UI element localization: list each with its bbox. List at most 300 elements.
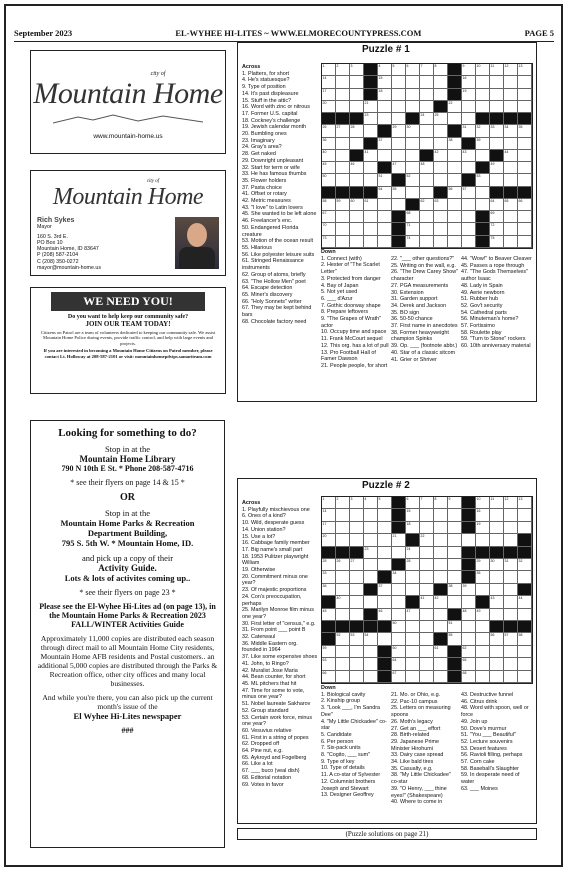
grid-cell[interactable] — [462, 621, 476, 633]
grid-cell[interactable] — [504, 497, 518, 509]
grid-cell[interactable] — [406, 559, 420, 571]
grid-cell[interactable] — [406, 633, 420, 645]
grid-cell[interactable] — [364, 571, 378, 583]
grid-cell[interactable] — [420, 584, 434, 596]
grid-cell[interactable] — [392, 187, 406, 199]
grid-cell[interactable] — [434, 658, 448, 670]
grid-cell[interactable] — [392, 101, 406, 113]
grid-cell[interactable] — [406, 138, 420, 150]
grid-cell[interactable] — [518, 509, 532, 521]
grid-cell[interactable] — [518, 633, 532, 645]
grid-cell[interactable] — [434, 497, 448, 509]
grid-cell[interactable] — [462, 125, 476, 137]
grid-cell[interactable] — [406, 509, 420, 521]
grid-cell[interactable] — [364, 633, 378, 645]
grid-cell[interactable] — [490, 162, 504, 174]
grid-cell[interactable] — [420, 125, 434, 137]
grid-cell[interactable] — [504, 596, 518, 608]
grid-cell[interactable] — [434, 646, 448, 658]
grid-cell[interactable] — [336, 522, 350, 534]
grid-cell[interactable] — [504, 162, 518, 174]
grid-cell[interactable] — [392, 658, 406, 670]
grid-cell[interactable] — [434, 64, 448, 76]
grid-cell[interactable] — [364, 658, 378, 670]
grid-cell[interactable] — [476, 174, 490, 186]
grid-cell[interactable] — [350, 596, 364, 608]
grid-cell[interactable] — [378, 187, 392, 199]
grid-cell[interactable] — [364, 223, 378, 235]
grid-cell[interactable] — [350, 633, 364, 645]
grid-cell[interactable] — [504, 236, 518, 248]
ad-url[interactable]: www.mountain-home.us — [93, 133, 163, 140]
grid-cell[interactable] — [476, 646, 490, 658]
grid-cell[interactable] — [336, 559, 350, 571]
grid-cell[interactable] — [322, 509, 336, 521]
grid-cell[interactable] — [434, 125, 448, 137]
grid-cell[interactable] — [518, 596, 532, 608]
grid-cell[interactable] — [434, 162, 448, 174]
grid-cell[interactable] — [434, 138, 448, 150]
grid-cell[interactable] — [420, 199, 434, 211]
grid-cell[interactable] — [518, 76, 532, 88]
grid-cell[interactable] — [364, 559, 378, 571]
grid-cell[interactable] — [322, 64, 336, 76]
grid-cell[interactable] — [406, 584, 420, 596]
grid-cell[interactable] — [406, 497, 420, 509]
grid-cell[interactable] — [378, 633, 392, 645]
grid-cell[interactable] — [364, 174, 378, 186]
grid-cell[interactable] — [364, 509, 378, 521]
grid-cell[interactable] — [378, 497, 392, 509]
grid-cell[interactable] — [378, 596, 392, 608]
grid-cell[interactable] — [504, 534, 518, 546]
grid-cell[interactable] — [420, 223, 434, 235]
grid-cell[interactable] — [406, 64, 420, 76]
grid-cell[interactable] — [322, 150, 336, 162]
grid-cell[interactable] — [420, 609, 434, 621]
grid-cell[interactable] — [504, 671, 518, 683]
grid-cell[interactable] — [518, 101, 532, 113]
grid-cell[interactable] — [350, 174, 364, 186]
grid-cell[interactable] — [392, 64, 406, 76]
grid-cell[interactable] — [490, 671, 504, 683]
grid-cell[interactable] — [322, 658, 336, 670]
grid-cell[interactable] — [504, 658, 518, 670]
grid-cell[interactable] — [350, 211, 364, 223]
grid-cell[interactable] — [462, 150, 476, 162]
grid-cell[interactable] — [406, 125, 420, 137]
grid-cell[interactable] — [364, 101, 378, 113]
grid-cell[interactable] — [364, 199, 378, 211]
grid-cell[interactable] — [490, 89, 504, 101]
grid-cell[interactable] — [476, 125, 490, 137]
grid-cell[interactable] — [476, 199, 490, 211]
grid-cell[interactable] — [476, 76, 490, 88]
grid-cell[interactable] — [476, 534, 490, 546]
grid-cell[interactable] — [420, 64, 434, 76]
grid-cell[interactable] — [378, 547, 392, 559]
grid-cell[interactable] — [364, 113, 378, 125]
grid-cell[interactable] — [336, 125, 350, 137]
grid-cell[interactable] — [378, 223, 392, 235]
grid-cell[interactable] — [518, 559, 532, 571]
grid-cell[interactable] — [350, 509, 364, 521]
grid-cell[interactable] — [504, 211, 518, 223]
grid-cell[interactable] — [364, 236, 378, 248]
grid-cell[interactable] — [350, 223, 364, 235]
grid-cell[interactable] — [364, 211, 378, 223]
grid-cell[interactable] — [518, 150, 532, 162]
grid-cell[interactable] — [336, 571, 350, 583]
grid-cell[interactable] — [462, 584, 476, 596]
grid-cell[interactable] — [518, 223, 532, 235]
grid-cell[interactable] — [350, 658, 364, 670]
grid-cell[interactable] — [350, 236, 364, 248]
grid-cell[interactable] — [462, 199, 476, 211]
grid-cell[interactable] — [350, 497, 364, 509]
grid-cell[interactable] — [392, 646, 406, 658]
grid-cell[interactable] — [350, 162, 364, 174]
grid-cell[interactable] — [490, 596, 504, 608]
grid-cell[interactable] — [364, 596, 378, 608]
grid-cell[interactable] — [350, 559, 364, 571]
grid-cell[interactable] — [518, 236, 532, 248]
grid-cell[interactable] — [350, 534, 364, 546]
grid-cell[interactable] — [420, 497, 434, 509]
grid-cell[interactable] — [420, 211, 434, 223]
grid-cell[interactable] — [350, 199, 364, 211]
grid-cell[interactable] — [378, 559, 392, 571]
grid-cell[interactable] — [476, 522, 490, 534]
grid-cell[interactable] — [420, 236, 434, 248]
grid-cell[interactable] — [448, 150, 462, 162]
grid-cell[interactable] — [336, 174, 350, 186]
grid-cell[interactable] — [434, 236, 448, 248]
grid-cell[interactable] — [462, 101, 476, 113]
grid-cell[interactable] — [364, 522, 378, 534]
grid-cell[interactable] — [448, 509, 462, 521]
grid-cell[interactable] — [448, 547, 462, 559]
grid-cell[interactable] — [392, 584, 406, 596]
grid-cell[interactable] — [378, 609, 392, 621]
grid-cell[interactable] — [448, 113, 462, 125]
grid-cell[interactable] — [448, 162, 462, 174]
grid-cell[interactable] — [420, 571, 434, 583]
grid-cell[interactable] — [518, 64, 532, 76]
grid-cell[interactable] — [476, 509, 490, 521]
grid-cell[interactable] — [322, 646, 336, 658]
grid-cell[interactable] — [420, 76, 434, 88]
grid-cell[interactable] — [336, 609, 350, 621]
grid-cell[interactable] — [322, 125, 336, 137]
grid-cell[interactable] — [462, 596, 476, 608]
grid-cell[interactable] — [518, 125, 532, 137]
grid-cell[interactable] — [392, 150, 406, 162]
grid-cell[interactable] — [350, 522, 364, 534]
grid-cell[interactable] — [350, 125, 364, 137]
grid-cell[interactable] — [476, 64, 490, 76]
grid-cell[interactable] — [504, 646, 518, 658]
grid-cell[interactable] — [448, 199, 462, 211]
grid-cell[interactable] — [392, 621, 406, 633]
puzzle-2-grid[interactable] — [321, 496, 533, 684]
grid-cell[interactable] — [322, 211, 336, 223]
grid-cell[interactable] — [448, 211, 462, 223]
grid-cell[interactable] — [322, 236, 336, 248]
grid-cell[interactable] — [322, 571, 336, 583]
grid-cell[interactable] — [392, 125, 406, 137]
grid-cell[interactable] — [462, 64, 476, 76]
grid-cell[interactable] — [406, 646, 420, 658]
grid-cell[interactable] — [448, 596, 462, 608]
grid-cell[interactable] — [518, 162, 532, 174]
grid-cell[interactable] — [336, 89, 350, 101]
grid-cell[interactable] — [406, 76, 420, 88]
grid-cell[interactable] — [364, 125, 378, 137]
grid-cell[interactable] — [378, 64, 392, 76]
grid-cell[interactable] — [350, 646, 364, 658]
grid-cell[interactable] — [504, 150, 518, 162]
grid-cell[interactable] — [322, 534, 336, 546]
grid-cell[interactable] — [504, 509, 518, 521]
grid-cell[interactable] — [490, 658, 504, 670]
grid-cell[interactable] — [476, 621, 490, 633]
grid-cell[interactable] — [336, 646, 350, 658]
grid-cell[interactable] — [490, 174, 504, 186]
grid-cell[interactable] — [420, 633, 434, 645]
grid-cell[interactable] — [504, 89, 518, 101]
grid-cell[interactable] — [476, 89, 490, 101]
grid-cell[interactable] — [476, 584, 490, 596]
grid-cell[interactable] — [378, 113, 392, 125]
grid-cell[interactable] — [392, 89, 406, 101]
grid-cell[interactable] — [336, 64, 350, 76]
grid-cell[interactable] — [336, 223, 350, 235]
grid-cell[interactable] — [434, 76, 448, 88]
grid-cell[interactable] — [462, 671, 476, 683]
grid-cell[interactable] — [322, 101, 336, 113]
grid-cell[interactable] — [336, 584, 350, 596]
grid-cell[interactable] — [350, 609, 364, 621]
grid-cell[interactable] — [434, 671, 448, 683]
grid-cell[interactable] — [364, 150, 378, 162]
grid-cell[interactable] — [434, 534, 448, 546]
grid-cell[interactable] — [490, 559, 504, 571]
grid-cell[interactable] — [504, 174, 518, 186]
grid-cell[interactable] — [406, 101, 420, 113]
grid-cell[interactable] — [420, 596, 434, 608]
grid-cell[interactable] — [490, 223, 504, 235]
grid-cell[interactable] — [448, 101, 462, 113]
grid-cell[interactable] — [476, 150, 490, 162]
grid-cell[interactable] — [392, 609, 406, 621]
grid-cell[interactable] — [476, 138, 490, 150]
grid-cell[interactable] — [420, 559, 434, 571]
grid-cell[interactable] — [406, 522, 420, 534]
grid-cell[interactable] — [462, 162, 476, 174]
grid-cell[interactable] — [462, 236, 476, 248]
grid-cell[interactable] — [350, 571, 364, 583]
grid-cell[interactable] — [448, 174, 462, 186]
grid-cell[interactable] — [350, 76, 364, 88]
grid-cell[interactable] — [420, 534, 434, 546]
grid-cell[interactable] — [378, 174, 392, 186]
grid-cell[interactable] — [392, 113, 406, 125]
grid-cell[interactable] — [518, 138, 532, 150]
grid-cell[interactable] — [490, 199, 504, 211]
grid-cell[interactable] — [476, 571, 490, 583]
grid-cell[interactable] — [518, 571, 532, 583]
grid-cell[interactable] — [336, 596, 350, 608]
grid-cell[interactable] — [476, 609, 490, 621]
grid-cell[interactable] — [490, 633, 504, 645]
grid-cell[interactable] — [420, 522, 434, 534]
grid-cell[interactable] — [476, 187, 490, 199]
grid-cell[interactable] — [462, 646, 476, 658]
grid-cell[interactable] — [322, 522, 336, 534]
grid-cell[interactable] — [322, 89, 336, 101]
grid-cell[interactable] — [490, 76, 504, 88]
grid-cell[interactable] — [378, 534, 392, 546]
grid-cell[interactable] — [434, 150, 448, 162]
grid-cell[interactable] — [448, 621, 462, 633]
grid-cell[interactable] — [476, 101, 490, 113]
grid-cell[interactable] — [490, 646, 504, 658]
grid-cell[interactable] — [336, 138, 350, 150]
grid-cell[interactable] — [392, 671, 406, 683]
grid-cell[interactable] — [518, 174, 532, 186]
grid-cell[interactable] — [462, 609, 476, 621]
grid-cell[interactable] — [364, 162, 378, 174]
grid-cell[interactable] — [378, 76, 392, 88]
grid-cell[interactable] — [518, 497, 532, 509]
grid-cell[interactable] — [364, 534, 378, 546]
grid-cell[interactable] — [462, 113, 476, 125]
grid-cell[interactable] — [406, 150, 420, 162]
grid-cell[interactable] — [392, 633, 406, 645]
grid-cell[interactable] — [448, 497, 462, 509]
grid-cell[interactable] — [336, 101, 350, 113]
grid-cell[interactable] — [504, 223, 518, 235]
grid-cell[interactable] — [420, 646, 434, 658]
grid-cell[interactable] — [434, 174, 448, 186]
grid-cell[interactable] — [322, 497, 336, 509]
grid-cell[interactable] — [434, 113, 448, 125]
grid-cell[interactable] — [448, 559, 462, 571]
grid-cell[interactable] — [490, 609, 504, 621]
grid-cell[interactable] — [392, 162, 406, 174]
grid-cell[interactable] — [350, 64, 364, 76]
grid-cell[interactable] — [462, 223, 476, 235]
grid-cell[interactable] — [336, 150, 350, 162]
grid-cell[interactable] — [364, 497, 378, 509]
grid-cell[interactable] — [336, 236, 350, 248]
grid-cell[interactable] — [336, 497, 350, 509]
grid-cell[interactable] — [434, 89, 448, 101]
grid-cell[interactable] — [434, 621, 448, 633]
grid-cell[interactable] — [490, 584, 504, 596]
grid-cell[interactable] — [490, 64, 504, 76]
grid-cell[interactable] — [322, 609, 336, 621]
grid-cell[interactable] — [336, 199, 350, 211]
grid-cell[interactable] — [448, 534, 462, 546]
grid-cell[interactable] — [336, 658, 350, 670]
grid-cell[interactable] — [434, 547, 448, 559]
grid-cell[interactable] — [406, 547, 420, 559]
grid-cell[interactable] — [350, 101, 364, 113]
grid-cell[interactable] — [504, 571, 518, 583]
grid-cell[interactable] — [504, 584, 518, 596]
grid-cell[interactable] — [392, 547, 406, 559]
grid-cell[interactable] — [336, 534, 350, 546]
puzzle-1-grid[interactable] — [321, 63, 533, 249]
grid-cell[interactable] — [448, 236, 462, 248]
grid-cell[interactable] — [364, 671, 378, 683]
grid-cell[interactable] — [448, 522, 462, 534]
grid-cell[interactable] — [420, 658, 434, 670]
grid-cell[interactable] — [406, 187, 420, 199]
grid-cell[interactable] — [420, 113, 434, 125]
grid-cell[interactable] — [406, 571, 420, 583]
grid-cell[interactable] — [434, 509, 448, 521]
grid-cell[interactable] — [462, 76, 476, 88]
grid-cell[interactable] — [434, 199, 448, 211]
grid-cell[interactable] — [336, 162, 350, 174]
grid-cell[interactable] — [378, 138, 392, 150]
grid-cell[interactable] — [504, 633, 518, 645]
grid-cell[interactable] — [448, 223, 462, 235]
grid-cell[interactable] — [350, 138, 364, 150]
grid-cell[interactable] — [364, 547, 378, 559]
grid-cell[interactable] — [434, 211, 448, 223]
grid-cell[interactable] — [448, 584, 462, 596]
grid-cell[interactable] — [504, 64, 518, 76]
grid-cell[interactable] — [336, 76, 350, 88]
grid-cell[interactable] — [378, 584, 392, 596]
grid-cell[interactable] — [406, 223, 420, 235]
grid-cell[interactable] — [336, 671, 350, 683]
grid-cell[interactable] — [504, 76, 518, 88]
grid-cell[interactable] — [462, 658, 476, 670]
grid-cell[interactable] — [504, 559, 518, 571]
grid-cell[interactable] — [350, 671, 364, 683]
grid-cell[interactable] — [406, 174, 420, 186]
grid-cell[interactable] — [392, 199, 406, 211]
grid-cell[interactable] — [336, 509, 350, 521]
grid-cell[interactable] — [462, 211, 476, 223]
grid-cell[interactable] — [490, 497, 504, 509]
grid-cell[interactable] — [448, 633, 462, 645]
grid-cell[interactable] — [406, 236, 420, 248]
grid-cell[interactable] — [364, 646, 378, 658]
grid-cell[interactable] — [392, 534, 406, 546]
grid-cell[interactable] — [518, 658, 532, 670]
grid-cell[interactable] — [504, 609, 518, 621]
grid-cell[interactable] — [336, 211, 350, 223]
grid-cell[interactable] — [504, 125, 518, 137]
grid-cell[interactable] — [406, 89, 420, 101]
grid-cell[interactable] — [448, 138, 462, 150]
grid-cell[interactable] — [420, 138, 434, 150]
grid-cell[interactable] — [420, 162, 434, 174]
grid-cell[interactable] — [392, 571, 406, 583]
grid-cell[interactable] — [448, 571, 462, 583]
grid-cell[interactable] — [476, 497, 490, 509]
grid-cell[interactable] — [462, 89, 476, 101]
grid-cell[interactable] — [490, 522, 504, 534]
grid-cell[interactable] — [490, 138, 504, 150]
grid-cell[interactable] — [504, 199, 518, 211]
